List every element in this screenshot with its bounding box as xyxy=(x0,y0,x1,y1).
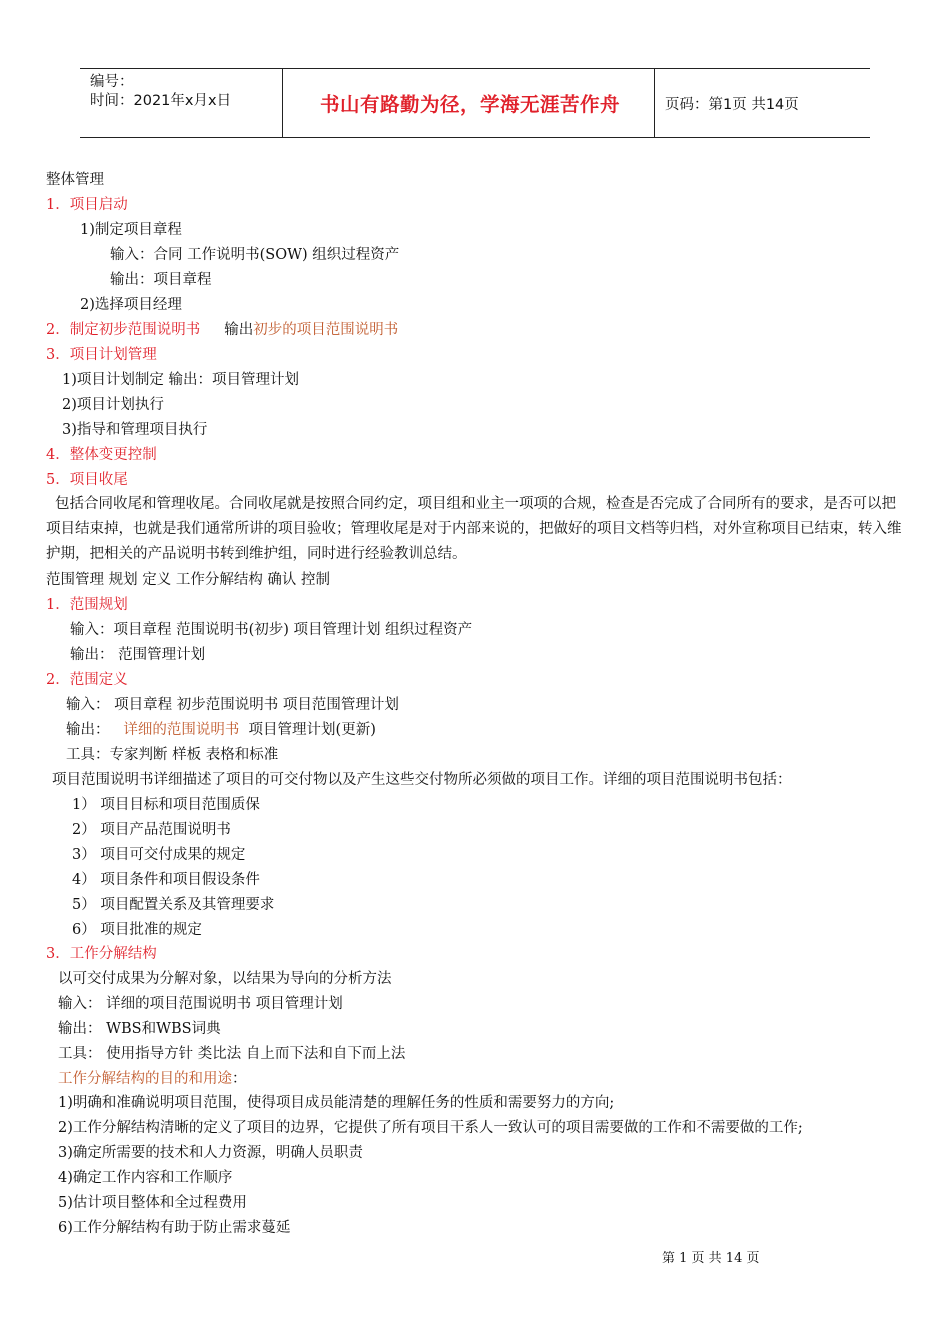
highlight-text: 初步的项目范围说明书 xyxy=(253,322,399,338)
list-item: 3） 项目可交付成果的规定 xyxy=(72,847,246,863)
highlight-text: 工作分解结构的目的和用途 xyxy=(58,1071,232,1087)
list-item: 6） 项目批准的规定 xyxy=(72,922,202,938)
header-left-cell xyxy=(90,73,231,111)
section-title: 范围管理 规划 定义 工作分解结构 确认 控制 xyxy=(46,572,331,588)
subheading: 2)选择项目经理 xyxy=(80,297,182,313)
list-item: 5） 项目配置关系及其管理要求 xyxy=(72,897,275,913)
list-item: 1） 项目目标和项目范围质保 xyxy=(72,797,260,813)
list-item: 3)确定所需要的技术和人力资源，明确人员职责 xyxy=(58,1145,363,1161)
page-footer: 第 1 页 共 14 页 xyxy=(662,1251,760,1266)
description: 以可交付成果为分解对象，以结果为导向的分析方法 xyxy=(58,971,392,987)
input-line: 输入： 详细的项目范围说明书 项目管理计划 xyxy=(58,996,343,1012)
document-header xyxy=(80,68,870,138)
list-item: 6)工作分解结构有助于防止需求蔓延 xyxy=(58,1220,291,1236)
heading: 3．项目计划管理 xyxy=(46,347,157,363)
input-line: 输入：项目章程 范围说明书(初步) 项目管理计划 组织过程资产 xyxy=(70,622,473,638)
heading: 3．工作分解结构 xyxy=(46,946,157,962)
list-item: 2） 项目产品范围说明书 xyxy=(72,822,231,838)
output-label: 输出 xyxy=(224,322,254,338)
heading-row xyxy=(46,320,398,340)
tools-line: 工具：专家判断 样板 表格和标准 xyxy=(66,747,279,763)
closure-paragraph: 包括合同收尾和管理收尾。合同收尾就是按照合同约定，项目组和业主一项项的合规，检查是否完成了合同所有的要求，是否可以把项目结束掉，也就是我们通常所讲的项目验收；管理收尾是对于内部来说的，把做好的项目文档等归档，对外宣称项目已结束，转入维护期，把相关的产品说明书转到维护组，同时进行经验教训总结。 xyxy=(46,496,902,562)
header-divider xyxy=(654,69,655,137)
output-line: 输出： WBS和WBS词典 xyxy=(58,1021,221,1037)
heading: 5．项目收尾 xyxy=(46,472,128,488)
output-rest: 项目管理计划(更新) xyxy=(239,722,376,738)
subheading: 1)制定项目章程 xyxy=(80,222,182,238)
purpose-heading xyxy=(58,1069,247,1089)
output-line xyxy=(66,720,376,740)
subheading: 1)项目计划制定 输出：项目管理计划 xyxy=(62,372,299,388)
section-title: 整体管理 xyxy=(46,172,104,188)
heading: 2．范围定义 xyxy=(46,672,128,688)
page-code: 页码：第1页 共14页 xyxy=(665,96,799,113)
output-line: 输出： 范围管理计划 xyxy=(70,647,206,663)
subheading: 3)指导和管理项目执行 xyxy=(62,422,208,438)
time-label: 时间：2021年x月x日 xyxy=(90,93,232,109)
number-label: 编号： xyxy=(90,74,134,90)
list-item: 4)确定工作内容和工作顺序 xyxy=(58,1170,233,1186)
input-line: 输入：合同 工作说明书(SOW) 组织过程资产 xyxy=(110,247,400,263)
subheading: 2)项目计划执行 xyxy=(62,397,164,413)
list-item: 5)估计项目整体和全过程费用 xyxy=(58,1195,247,1211)
highlight-text: 详细的范围说明书 xyxy=(123,722,240,738)
tools-line: 工具： 使用指导方针 类比法 自上而下法和自下而上法 xyxy=(58,1046,406,1062)
colon: ： xyxy=(232,1071,247,1087)
heading: 4．整体变更控制 xyxy=(46,447,157,463)
heading: 1．项目启动 xyxy=(46,197,128,213)
heading: 1．范围规划 xyxy=(46,597,128,613)
input-line: 输入： 项目章程 初步范围说明书 项目范围管理计划 xyxy=(66,697,399,713)
heading: 2．制定初步范围说明书 xyxy=(46,322,201,338)
output-label: 输出： xyxy=(66,722,124,738)
list-item: 2)工作分解结构清晰的定义了项目的边界，它提供了所有项目干系人一致认可的项目需要做的工作和不需要做的工作; xyxy=(58,1120,803,1136)
list-item: 1)明确和准确说明项目范围，使得项目成员能清楚的理解任务的性质和需要努力的方向; xyxy=(58,1095,615,1111)
list-item: 4） 项目条件和项目假设条件 xyxy=(72,872,260,888)
output-line: 输出：项目章程 xyxy=(110,272,212,288)
description: 项目范围说明书详细描述了项目的可交付物以及产生这些交付物所必须做的项目工作。详细的项目范围说明书包括： xyxy=(52,772,792,788)
motto: 书山有路勤为径，学海无涯苦作舟 xyxy=(319,93,620,116)
